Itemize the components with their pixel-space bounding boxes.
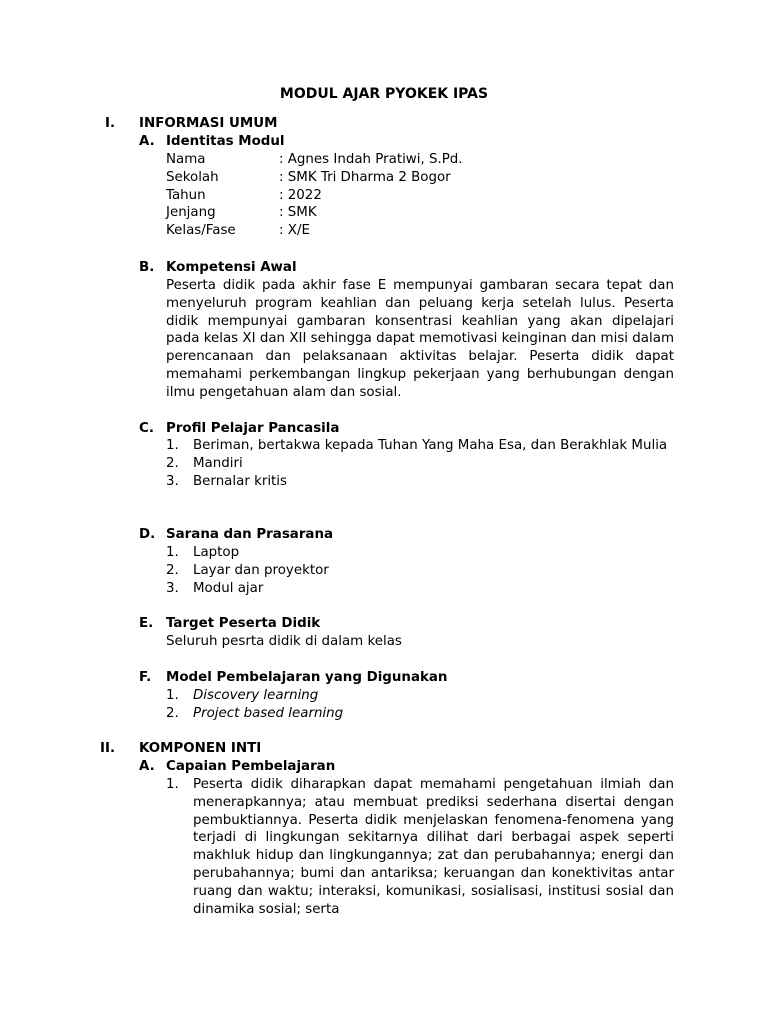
identity-row — [166, 222, 674, 240]
identity-key: Jenjang — [166, 205, 216, 221]
list-text: Mandiri — [193, 455, 243, 471]
identity-value: : SMK — [279, 205, 317, 221]
subsection-letter: B. — [139, 260, 155, 275]
list-number: 2. — [166, 705, 179, 721]
list-item — [166, 562, 674, 580]
identity-row — [166, 204, 674, 222]
subsection-heading: Capaian Pembelajaran — [166, 759, 336, 774]
identity-row — [166, 151, 674, 169]
subsection-letter: D. — [139, 527, 156, 542]
subsection-heading: Kompetensi Awal — [166, 260, 297, 275]
profil-list — [166, 437, 674, 490]
capaian-list — [166, 776, 674, 918]
list-text: Bernalar kritis — [193, 473, 288, 489]
list-text: Project based learning — [193, 705, 344, 721]
identity-row — [166, 169, 674, 187]
list-item — [166, 473, 674, 491]
section-number: I. — [105, 116, 116, 131]
subsection-letter: A. — [139, 134, 155, 149]
list-number: 3. — [166, 580, 179, 596]
list-item — [166, 437, 674, 455]
identity-value: : 2022 — [279, 187, 322, 203]
list-item — [166, 687, 674, 705]
identity-key: Nama — [166, 152, 206, 167]
list-item — [166, 455, 674, 473]
list-text: Beriman, bertakwa kepada Tuhan Yang Maha Esa, dan Berakhlak Mulia — [193, 438, 668, 453]
kompetensi-paragraph: Peserta didik pada akhir fase E mempunyai gambaran secara tepat dan menyeluruh program keahlian dan peluang kerja setelah lulus. Peserta didik mempunyai gambaran konsentrasi keahlian yang akan dipelajari pada kelas XI dan XII sehingga dapat memotivasi keinginan dan misi dalam perencanaan dan pelaksanaan aktivitas belajar. Peserta didik dapat memahami perkembangan lingkup pekerjaan yang berhubungan dengan ilmu pengetahuan alam dan sosial. — [166, 278, 674, 400]
list-number: 1. — [166, 438, 179, 453]
list-text: Modul ajar — [193, 580, 264, 596]
model-list — [166, 687, 674, 723]
subsection-letter: A. — [139, 759, 155, 774]
list-number: 1. — [166, 545, 179, 560]
section-number: II. — [100, 741, 116, 756]
identity-row — [166, 187, 674, 205]
list-text: Peserta didik diharapkan dapat memahami pengetahuan ilmiah dan menerapkannya; atau membuat prediksi sederhana disertai dengan pembuktiannya. Peserta didik menjelaskan fenomena-fenomena yang terjadi di lingkungan sekitarnya dilihat dari berbagai aspek seperti makhluk hidup dan lingkungannya; zat dan perubahannya; energi dan perubahannya; bumi dan antariksa; keruangan dan konektivitas antar ruang dan waktu; interaksi, komunikasi, sosialisasi, institusi sosial dan dinamika sosial; serta — [193, 777, 674, 917]
list-item — [166, 544, 674, 562]
subsection-letter: C. — [139, 421, 154, 436]
section-heading: INFORMASI UMUM — [139, 116, 278, 131]
section-heading: KOMPONEN INTI — [139, 741, 262, 756]
list-number: 2. — [166, 562, 179, 578]
identity-key: Tahun — [166, 187, 206, 203]
subsection-letter: E. — [139, 616, 154, 631]
identity-key: Sekolah — [166, 169, 219, 185]
subsection-heading: Target Peserta Didik — [166, 616, 321, 631]
list-item — [166, 705, 674, 723]
subsection-heading: Identitas Modul — [166, 134, 285, 149]
subsection-heading: Profil Pelajar Pancasila — [166, 421, 340, 436]
list-number: 1. — [166, 688, 179, 703]
subsection-letter: F. — [139, 670, 152, 685]
list-item — [166, 776, 674, 918]
list-text: Discovery learning — [193, 688, 319, 703]
identity-table — [166, 151, 674, 240]
list-text: Layar dan proyektor — [193, 562, 329, 578]
subsection-heading: Sarana dan Prasarana — [166, 527, 334, 542]
list-number: 3. — [166, 473, 179, 489]
identity-key: Kelas/Fase — [166, 223, 236, 239]
list-text: Laptop — [193, 545, 240, 560]
target-text: Seluruh pesrta didik di dalam kelas — [166, 634, 402, 649]
list-number: 2. — [166, 455, 179, 471]
identity-value: : Agnes Indah Pratiwi, S.Pd. — [279, 152, 463, 167]
identity-value: : SMK Tri Dharma 2 Bogor — [279, 169, 451, 185]
list-item — [166, 580, 674, 598]
subsection-heading: Model Pembelajaran yang Digunakan — [166, 670, 448, 685]
document-title: MODUL AJAR PYOKEK IPAS — [279, 86, 489, 102]
sarana-list — [166, 544, 674, 597]
list-number: 1. — [166, 777, 179, 792]
identity-value: : X/E — [279, 223, 310, 239]
